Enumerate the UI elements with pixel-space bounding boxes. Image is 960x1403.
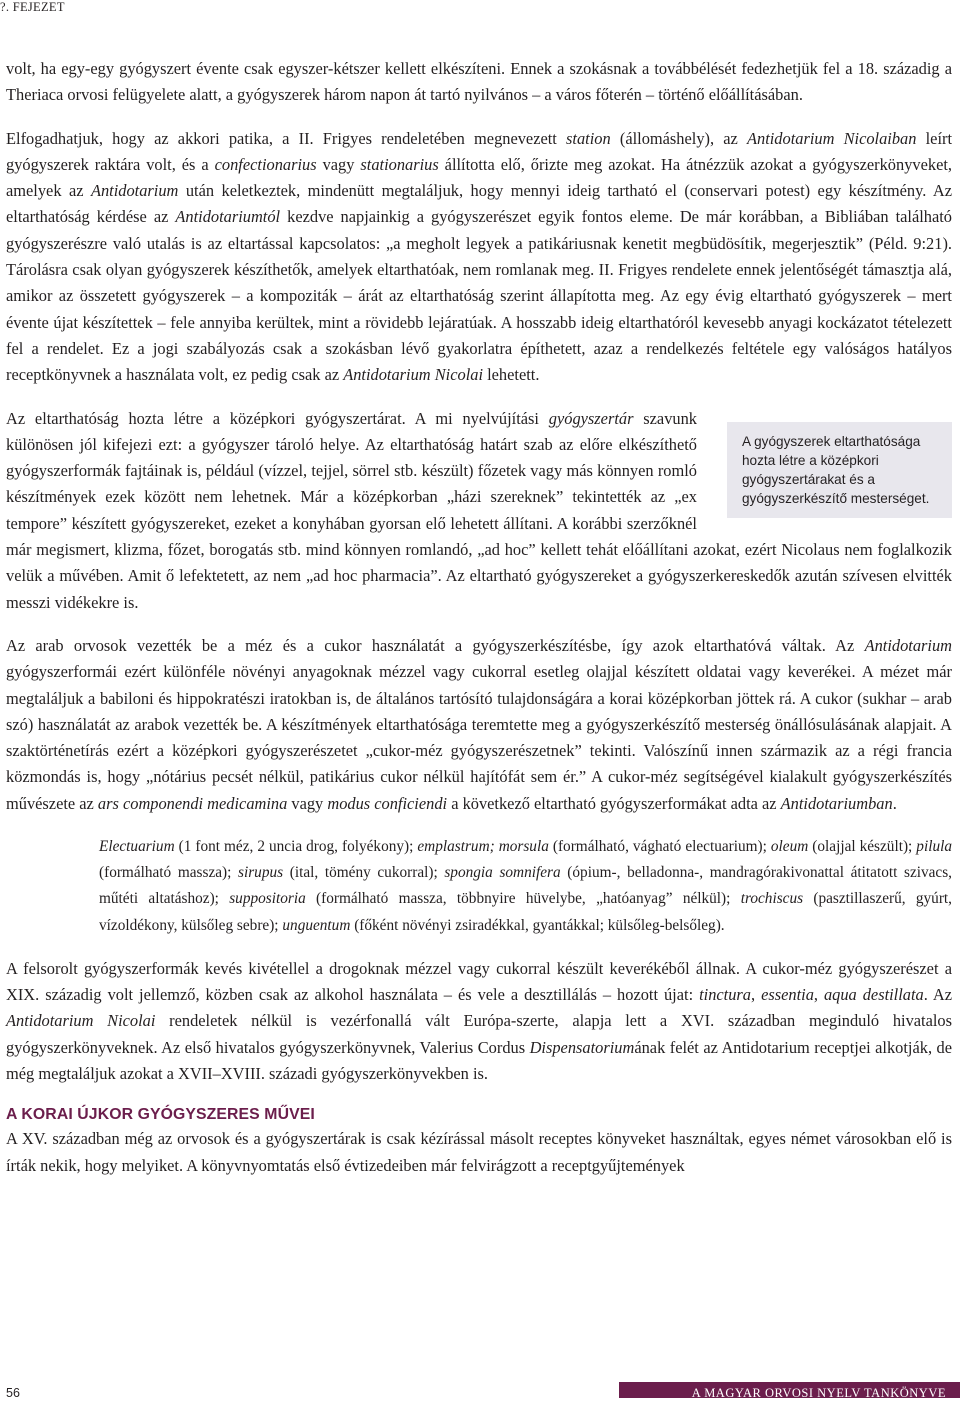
sidebar-note: A gyógyszerek eltarthatósága hozta létre a középkori gyógyszertárakat és a gyógyszerkészítő mesterséget.: [727, 422, 952, 519]
paragraph-2: Elfogadhatjuk, hogy az akkori patika, a II. Frigyes rendeletében megnevezett station (állomáshely), az Antidotarium Nicolaiban leírt gyógyszerek raktára volt, és a confectionarius vagy stationarius állította elő, őrizte meg azokat. Ha átnézzük azokat a gyógyszerkönyveket, amelyek az Antidotarium után keletkeztek, mindenütt megtaláljuk, hogy mennyi ideig tartható el (conservari potest) egy készítmény. Az eltarthatóság kérdése az Antidotariumtól kezdve napjainkig a gyógyszerészet egyik fontos eleme. De már korábban, a Bibliában található gyógyszerészre való utalás is az eltartással kapcsolatos: „a megholt legyek a patikáriusnak kenetit megbüdösítik, megerjesztik” (Péld. 9:21). Tárolásra csak olyan gyógyszerek készíthetők, amelyek eltarthatóak, nem romlanak meg. II. Frigyes rendelete ennek jelentőségét támasztja alá, amikor az összetett gyógyszerek – a kompoziták – árát az eltarthatóság szerint állapította meg. Az egy évig eltartható gyógyszerek – mert évente újat készítettek – fele annyiba kerültek, mint a rövidebb lejáratúak. A hosszabb ideig eltarthatóról kevesebb anyagi kockázatot tételezett fel a rendelet. Ez a jogi szabályozás csak a szokásban lévő gyakorlatra építhetett, azaz a rendelkezés feltétele egy valóságos hatályos receptkönyvnek a használata volt, ez pedig csak az Antidotarium Nicolai lehetett.: [6, 128, 953, 385]
paragraph-4: Az arab orvosok vezették be a méz és a cukor használatát a gyógyszerkészítésbe, így azok eltarthatóvá váltak. Az Antidotarium gyógyszerformái ezért különféle növényi anyagoknak mézzel vagy cukorral esetleg olajjal készített oldatai vagy keverékei. A mézet már megtaláljuk a babiloni és hippokratészi iratokban is, de általános tartósító tulajdonságára a korai középkorban jöttek rá. A cukor (sukhar – arab szó) használatát az arabok vezették be. A készítmények eltarthatósága teremtette meg a gyógyszerkészítő mesterség önállósulásának alapjait. A szaktörténetírás ezért a középkori gyógyszerészetet „cukor-méz gyógyszerészetnek” tekinti. Valószínű innen származik az a régi francia közmondás is, hogy „nótárius pecsét nélkül, patikárius cukor nélkül hajítófát sem ér.” A cukor-méz segítségével kialakult gyógyszerkészítés művészete az ars componendi medicamina vagy modus conficiendi a következő eltartható gyógyszerformákat adta az Antidotariumban.: [6, 635, 952, 813]
paragraph-5: A felsorolt gyógyszerformák kevés kivétellel a drogoknak mézzel vagy cukorral készült keverékéből állnak. A cukor-méz gyógyszerészet a XIX. századig volt jellemző, közben csak az alkohol használata – és vele a desztillálás – hozott újat: tinctura, essentia, aqua destillata. Az Antidotarium Nicolai rendeletek nélkül is vezérfonallá vált Európa-szerte, alapja lett a XVI. században meginduló hivatalos gyógyszerkönyveknek. Az első hivatalos gyógyszerkönyvnek, Valerius Cordus Dispensatoriumának felét az Antidotarium receptjei alkotják, de még megtaláljuk azokat a XVII–XVIII. századi gyógyszerkönyvekben is.: [6, 958, 953, 1084]
section-heading: A KORAI ÚJKOR GYÓGYSZERES MŰVEI: [6, 1106, 315, 1124]
page-number: 56: [6, 1386, 20, 1400]
book-title: A MAGYAR ORVOSI NYELV TANKÖNYVE: [691, 1386, 946, 1400]
section-paragraph: A XV. században még az orvosok és a gyógyszertárak is csak kézírással másolt receptes könyveket használtak, egyes német városokban elő is írták nekik, hogy melyiket. A könyvnyomtatás első évtizedeiben már felvirágzott a receptgyűjtemények: [6, 1129, 952, 1175]
paragraph-3: Az eltarthatóság hozta létre a középkori gyógyszertárat. A mi nyelvújítási gyógyszertár szavunk különösen jól kifejezi ezt: a gyógyszer tároló helye. Az eltarthatóság határt szab az előre elkészíthető gyógyszerformák fajtáinak is, például (vízzel, tejjel, sörrel stb. készült) főzetek vagy más könnyen romló készítmények ezek között nem lehetnek. Már a középkorban „házi szereknek” tekintették az „ex tempore” készített gyógyszereket, ezeket a konyhában gyorsan elő lehetett állítani. A korábbi szerzőknél már megismert, klizma, főzet, borogatás stb. mind könnyen romlandó, „ad hoc” kellett tehát előállítani azokat, ezért Nicolaus nem foglalkozik velük a művében. Amit ő lefektetett, az nem „ad hoc pharmacia”. Az eltartható gyógyszereket a gyógyszerkereskedők azután szívesen elvitték messzi vidékekre is.: [6, 408, 952, 612]
dosage-form-list: Electuarium (1 font méz, 2 uncia drog, folyékony); emplastrum; morsula (formálható, vágható electuarium); oleum (olajjal készült); pilula (formálható massza); sirupus (ital, tömény cukorral); spongia somnifera (ópium-, belladonna-, mandragórakivonattal átitatott szivacs, műtéti altatáshoz); suppositoria (formálható massza, többnyire hüvelybe, „hatóanyag” nélkül); trochiscus (pasztillaszerű, gyúrt, vízoldékony, külsőleg sebre); unguentum (főként növényi zsiradékkal, gyantákkal; külsőleg-belsőleg).: [99, 838, 952, 934]
chapter-header: ?. FEJEZET: [0, 0, 65, 14]
page-body: [6, 56, 952, 1179]
paragraph-1: volt, ha egy-egy gyógyszert évente csak egyszer-kétszer kellett elkészíteni. Ennek a szokásnak a továbbélését fedezhetjük fel a 18. századig a Theriaca orvosi felügyelete alatt, a gyógyszerek három napon át tartó nyilvános – a város főterén – történő előállításában.: [6, 59, 952, 105]
